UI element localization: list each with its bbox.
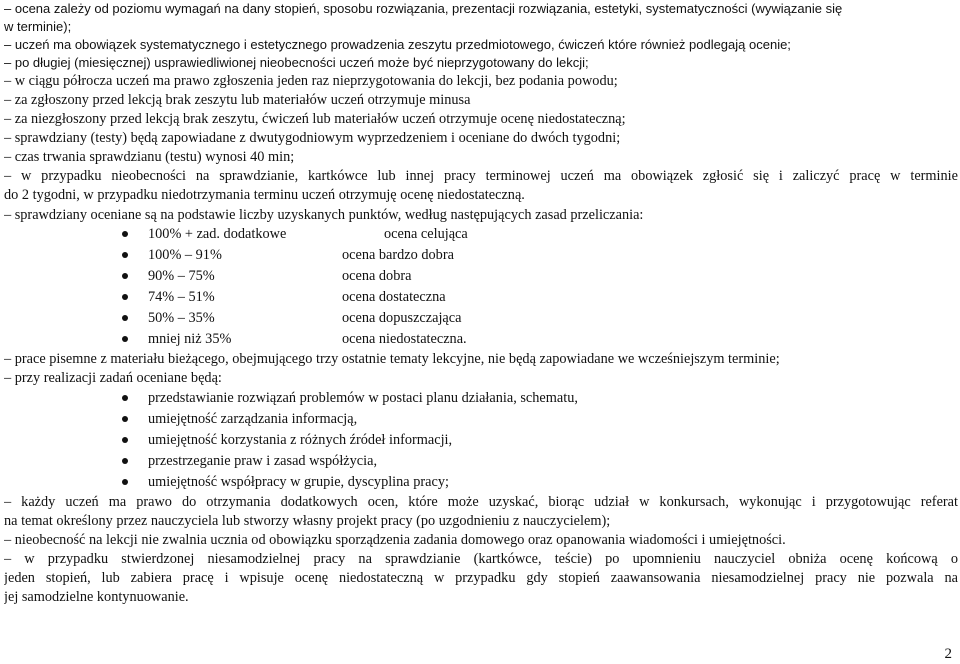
bullet-icon bbox=[122, 231, 128, 237]
text-line: – w ciągu półrocza uczeń ma prawo zgłoszenia jeden raz nieprzygotowania do lekcji, bez podania powodu; bbox=[4, 73, 618, 89]
grading-grade: ocena bardzo dobra bbox=[342, 247, 454, 263]
grading-range: 90% – 75% bbox=[148, 268, 215, 284]
grading-range: 100% + zad. dodatkowe bbox=[148, 226, 287, 242]
text-line: – w przypadku nieobecności na sprawdzianie, kartkówce lub innej pracy terminowej uczeń ma obowiązek zgłosić się i zaliczyć pracę w terminie bbox=[4, 168, 958, 184]
text-line: – za zgłoszony przed lekcją brak zeszytu lub materiałów uczeń otrzymuje minusa bbox=[4, 92, 471, 108]
text-line: do 2 tygodni, w przypadku niedotrzymania terminu uczeń otrzymuję ocenę niedostateczną. bbox=[4, 187, 525, 203]
criteria-text: przedstawianie rozwiązań problemów w postaci planu działania, schematu, bbox=[148, 390, 578, 406]
bullet-icon bbox=[122, 294, 128, 300]
text-line: – ocena zależy od poziomu wymagań na dany stopień, sposobu rozwiązania, prezentacji rozwiązania, estetyki, systematyczności (wywiązanie się bbox=[4, 1, 843, 16]
grading-range: 50% – 35% bbox=[148, 310, 215, 326]
bullet-icon bbox=[122, 273, 128, 279]
text-line: – sprawdziany (testy) będą zapowiadane z dwutygodniowym wyprzedzeniem i oceniane do dwóch tygodni; bbox=[4, 130, 621, 146]
grading-grade: ocena celująca bbox=[384, 226, 468, 242]
grading-range: 74% – 51% bbox=[148, 289, 215, 305]
bullet-icon bbox=[122, 437, 128, 443]
text-line: – prace pisemne z materiału bieżącego, obejmującego trzy ostatnie tematy lekcyjne, nie będą zapowiadane we wcześniejszym terminie; bbox=[4, 351, 780, 367]
text-line: – czas trwania sprawdzianu (testu) wynosi 40 min; bbox=[4, 149, 295, 165]
text-line: – każdy uczeń ma prawo do otrzymania dodatkowych ocen, które może uzyskać, biorąc udział w konkursach, wykonując i przygotowując referat bbox=[4, 494, 958, 510]
text-line: w terminie); bbox=[4, 19, 72, 34]
bullet-icon bbox=[122, 458, 128, 464]
text-line: – uczeń ma obowiązek systematycznego i estetycznego prowadzenia zeszytu przedmiotowego, ćwiczeń które również podlegają ocenie; bbox=[4, 37, 791, 52]
text-line: – sprawdziany oceniane są na podstawie liczby uzyskanych punktów, według następujących zasad przeliczania: bbox=[4, 207, 644, 223]
bullet-icon bbox=[122, 336, 128, 342]
grading-range: 100% – 91% bbox=[148, 247, 222, 263]
criteria-text: przestrzeganie praw i zasad współżycia, bbox=[148, 453, 378, 469]
text-line: na temat określony przez nauczyciela lub stworzy własny projekt pracy (po uzgodnieniu z nauczycielem); bbox=[4, 513, 611, 529]
text-line: – po długiej (miesięcznej) usprawiedliwionej nieobecności uczeń może być nieprzygotowany do lekcji; bbox=[4, 55, 589, 70]
bullet-icon bbox=[122, 395, 128, 401]
bullet-icon bbox=[122, 252, 128, 258]
grading-grade: ocena dopuszczająca bbox=[342, 310, 462, 326]
criteria-text: umiejętność współpracy w grupie, dyscyplina pracy; bbox=[148, 474, 449, 490]
criteria-text: umiejętność zarządzania informacją, bbox=[148, 411, 358, 427]
grading-grade: ocena dostateczna bbox=[342, 289, 446, 305]
text-line: jej samodzielne kontynuowanie. bbox=[4, 589, 189, 605]
page-number: 2 bbox=[944, 646, 952, 662]
criteria-text: umiejętność korzystania z różnych źródeł informacji, bbox=[148, 432, 453, 448]
grading-grade: ocena niedostateczna. bbox=[342, 331, 467, 347]
text-line: – za niezgłoszony przed lekcją brak zeszytu, ćwiczeń lub materiałów uczeń otrzymuje ocenę niedostateczną; bbox=[4, 111, 626, 127]
bullet-icon bbox=[122, 479, 128, 485]
grading-grade: ocena dobra bbox=[342, 268, 412, 284]
grading-range: mniej niż 35% bbox=[148, 331, 232, 347]
text-line: – przy realizacji zadań oceniane będą: bbox=[4, 370, 222, 386]
text-line: jeden stopień, lub zabiera pracę i wpisuje ocenę niedostateczną w przypadku gdy stopień zaawansowania niesamodzielnej pracy nie pozwala na bbox=[4, 570, 958, 586]
bullet-icon bbox=[122, 416, 128, 422]
text-line: – w przypadku stwierdzonej niesamodzielnej pracy na sprawdzianie (kartkówce, teście) po upomnieniu nauczyciel obniża ocenę końcową o bbox=[4, 551, 958, 567]
text-line: – nieobecność na lekcji nie zwalnia ucznia od obowiązku sporządzenia zadania domowego oraz opanowania wiadomości i umiejętności. bbox=[4, 532, 786, 548]
bullet-icon bbox=[122, 315, 128, 321]
